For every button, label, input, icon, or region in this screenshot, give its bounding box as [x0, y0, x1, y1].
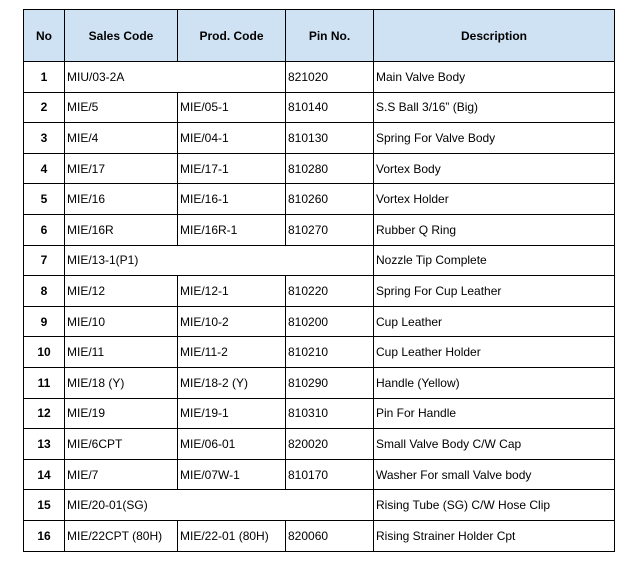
description: S.S Ball 3/16” (Big): [374, 92, 615, 123]
pin-no: 810290: [286, 367, 374, 398]
prod-code: MIE/16-1: [178, 184, 286, 215]
pin-no: 810220: [286, 276, 374, 307]
pin-no: 810200: [286, 306, 374, 337]
row-number: 15: [24, 490, 65, 521]
pin-no: 820020: [286, 429, 374, 460]
description: Nozzle Tip Complete: [374, 245, 615, 276]
prod-code: MIE/17-1: [178, 153, 286, 184]
table-row: [24, 429, 615, 460]
sales-code: MIE/12: [65, 276, 178, 307]
row-number: 6: [24, 214, 65, 245]
row-number: 13: [24, 429, 65, 460]
table-row: [24, 520, 615, 551]
row-number: 12: [24, 398, 65, 429]
prod-code: MIE/22-01 (80H): [178, 520, 286, 551]
prod-code: MIE/04-1: [178, 123, 286, 154]
header-description: Description: [374, 10, 615, 62]
prod-code: MIE/10-2: [178, 306, 286, 337]
table-row: [24, 153, 615, 184]
sales-code: MIE/16: [65, 184, 178, 215]
table-row: [24, 337, 615, 368]
description: Vortex Holder: [374, 184, 615, 215]
pin-no: 810130: [286, 123, 374, 154]
prod-code: MIE/11-2: [178, 337, 286, 368]
header-pin-no: Pin No.: [286, 10, 374, 62]
row-number: 14: [24, 459, 65, 490]
prod-code: MIE/19-1: [178, 398, 286, 429]
table-body: [24, 62, 615, 552]
description: Handle (Yellow): [374, 367, 615, 398]
header-row: [24, 10, 615, 62]
table-row: [24, 245, 615, 276]
table-row: [24, 367, 615, 398]
table-row: [24, 184, 615, 215]
prod-code: MIE/06-01: [178, 429, 286, 460]
table-row: [24, 459, 615, 490]
sales-code: MIE/5: [65, 92, 178, 123]
prod-code: MIE/16R-1: [178, 214, 286, 245]
sales-code: MIE/19: [65, 398, 178, 429]
row-number: 9: [24, 306, 65, 337]
description: Rising Strainer Holder Cpt: [374, 520, 615, 551]
table-row: [24, 92, 615, 123]
table-row: [24, 306, 615, 337]
header-prod-code: Prod. Code: [178, 10, 286, 62]
pin-no: 810270: [286, 214, 374, 245]
prod-code: MIE/05-1: [178, 92, 286, 123]
table-row: [24, 398, 615, 429]
table-row: [24, 276, 615, 307]
table-row: [24, 62, 615, 93]
sales-code: MIE/17: [65, 153, 178, 184]
description: Washer For small Valve body: [374, 459, 615, 490]
prod-code: MIE/07W-1: [178, 459, 286, 490]
table-row: [24, 490, 615, 521]
description: Pin For Handle: [374, 398, 615, 429]
row-number: 8: [24, 276, 65, 307]
sales-code: MIE/16R: [65, 214, 178, 245]
header-no: No: [24, 10, 65, 62]
pin-no: 821020: [286, 62, 374, 93]
sales-code: MIE/4: [65, 123, 178, 154]
sales-code: MIU/03-2A: [65, 62, 286, 93]
pin-no: 810140: [286, 92, 374, 123]
pin-no: 810280: [286, 153, 374, 184]
table-row: [24, 123, 615, 154]
description: Cup Leather: [374, 306, 615, 337]
header-sales-code: Sales Code: [65, 10, 178, 62]
parts-table: [23, 9, 615, 552]
sales-code: MIE/11: [65, 337, 178, 368]
description: Spring For Valve Body: [374, 123, 615, 154]
sales-code: MIE/20-01(SG): [65, 490, 374, 521]
row-number: 3: [24, 123, 65, 154]
pin-no: 810210: [286, 337, 374, 368]
description: Cup Leather Holder: [374, 337, 615, 368]
pin-no: 820060: [286, 520, 374, 551]
row-number: 11: [24, 367, 65, 398]
pin-no: 810170: [286, 459, 374, 490]
sales-code: MIE/22CPT (80H): [65, 520, 178, 551]
prod-code: MIE/12-1: [178, 276, 286, 307]
sales-code: MIE/7: [65, 459, 178, 490]
description: Vortex Body: [374, 153, 615, 184]
description: Rising Tube (SG) C/W Hose Clip: [374, 490, 615, 521]
sales-code: MIE/18 (Y): [65, 367, 178, 398]
row-number: 10: [24, 337, 65, 368]
table-row: [24, 214, 615, 245]
pin-no: 810310: [286, 398, 374, 429]
description: Rubber Q Ring: [374, 214, 615, 245]
row-number: 5: [24, 184, 65, 215]
pin-no: 810260: [286, 184, 374, 215]
row-number: 7: [24, 245, 65, 276]
description: Spring For Cup Leather: [374, 276, 615, 307]
description: Main Valve Body: [374, 62, 615, 93]
row-number: 1: [24, 62, 65, 93]
row-number: 16: [24, 520, 65, 551]
description: Small Valve Body C/W Cap: [374, 429, 615, 460]
prod-code: MIE/18-2 (Y): [178, 367, 286, 398]
sales-code: MIE/10: [65, 306, 178, 337]
sales-code: MIE/6CPT: [65, 429, 178, 460]
sales-code: MIE/13-1(P1): [65, 245, 374, 276]
row-number: 2: [24, 92, 65, 123]
row-number: 4: [24, 153, 65, 184]
